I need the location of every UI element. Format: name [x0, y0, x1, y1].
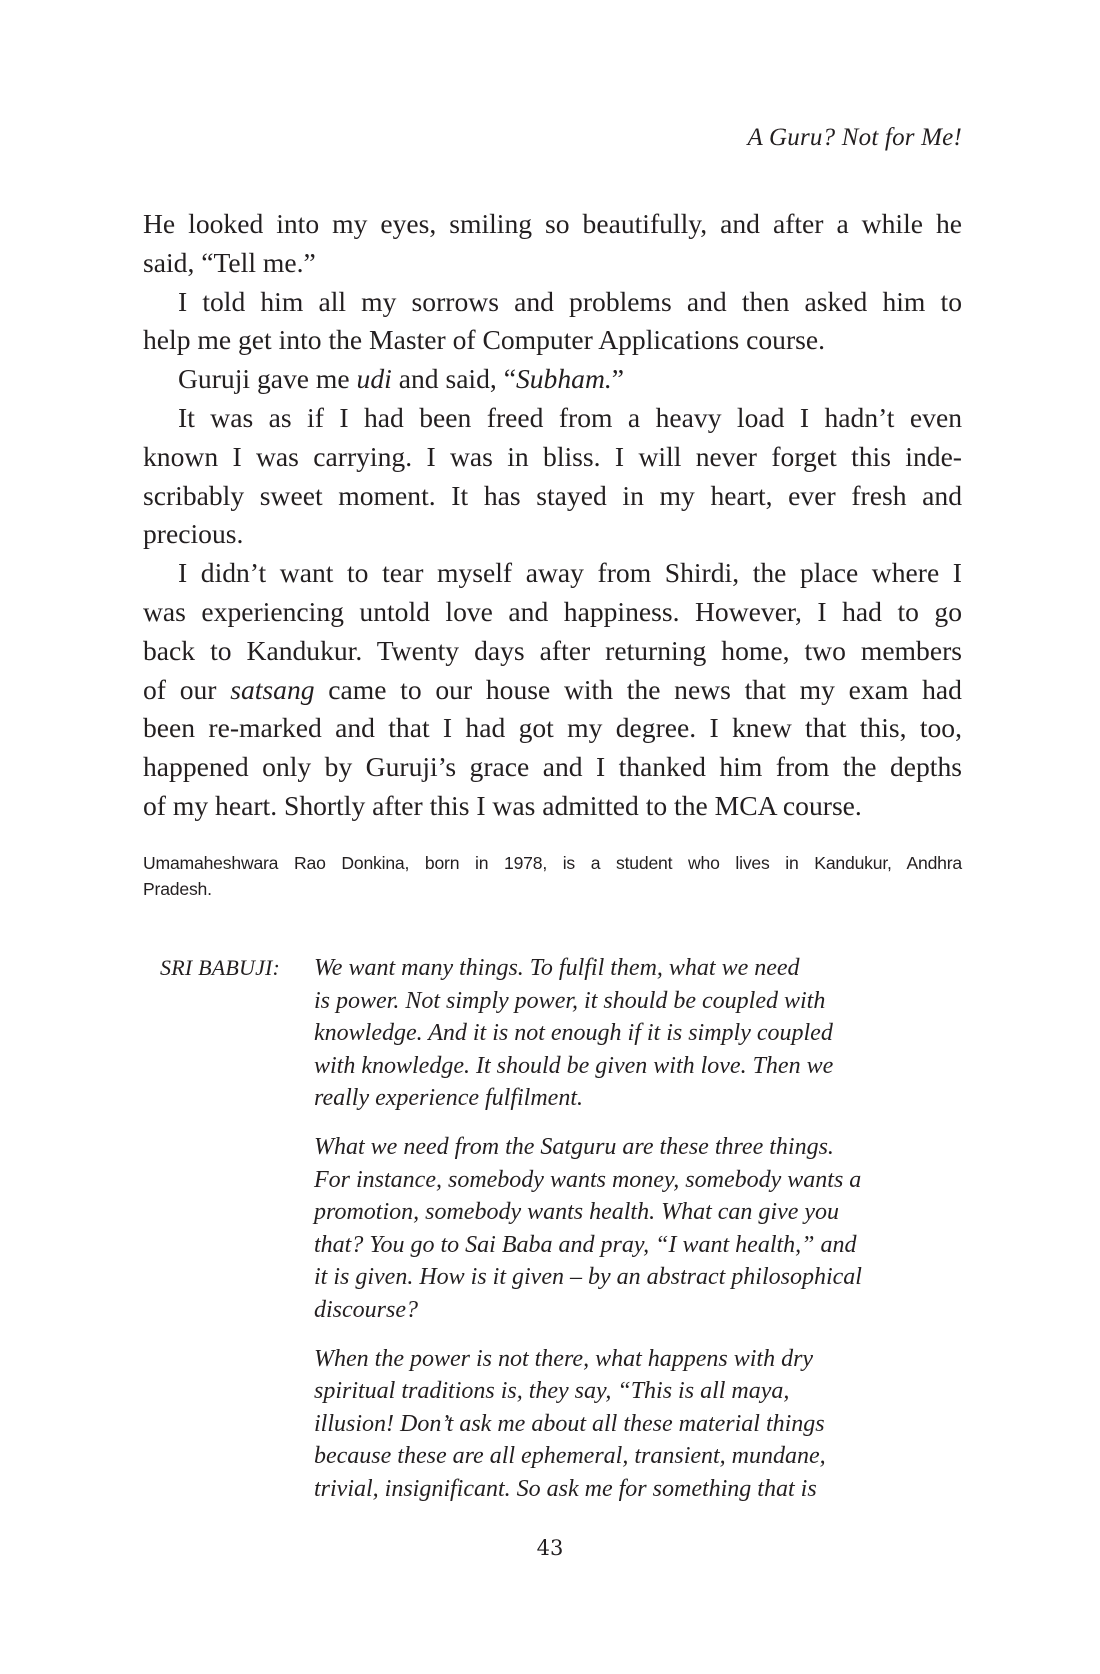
paragraph-2: [143, 283, 962, 361]
text-line: happened only by Guruji’s grace and I thanked him from the depths: [143, 751, 962, 783]
quote-line: We want many things. To fulfil them, what we need: [314, 955, 800, 981]
text-line: I didn’t want to tear myself away from Shirdi, the place where I: [178, 557, 962, 589]
text-segment: came to our house with the news that my exam had: [314, 673, 962, 705]
running-head: A Guru? Not for Me!: [747, 124, 962, 151]
paragraph-5: [143, 554, 962, 826]
text-segment: and said, “: [391, 363, 516, 395]
quote-line: it is given. How is it given – by an abstract philosophical: [314, 1264, 862, 1291]
italic-term-subham: Subham.: [515, 363, 612, 395]
quote-line: really experience fulfilment.: [314, 1085, 584, 1112]
quote-line: spiritual traditions is, they say, “This is all maya,: [314, 1378, 790, 1405]
quote-line: with knowledge. It should be given with love. Then we: [314, 1052, 834, 1079]
paragraph-3: [143, 360, 962, 399]
quote-line: is power. Not simply power, it should be coupled with: [314, 987, 826, 1014]
text-line: He looked into my eyes, smiling so beautifully, and after a while he: [143, 208, 962, 239]
text-line: known I was carrying. I was in bliss. I will never forget this inde-: [143, 440, 962, 472]
text-line: I told him all my sorrows and problems and then asked him to: [178, 285, 962, 317]
paragraph-4: [143, 399, 962, 554]
quote-line: trivial, insignificant. So ask me for something that is: [314, 1475, 817, 1502]
paragraph-1: [143, 205, 962, 283]
text-segment: ”: [611, 363, 625, 395]
text-line: [143, 671, 962, 710]
quote-line: discourse?: [314, 1296, 418, 1323]
quote-line: When the power is not there, what happens with dry: [314, 1345, 814, 1372]
text-line: scribably sweet moment. It has stayed in my heart, ever fresh and: [143, 479, 962, 511]
quote-text: [314, 952, 934, 1522]
body-text: [143, 205, 962, 826]
text-line: said, “Tell me.”: [143, 246, 316, 278]
italic-term-satsang: satsang: [230, 673, 315, 705]
italic-term-udi: udi: [356, 363, 392, 395]
quote-line: because these are all ephemeral, transient, mundane,: [314, 1443, 826, 1470]
text-segment: Guruji gave me: [178, 363, 357, 395]
text-segment: of our: [143, 673, 231, 705]
quote-speaker: SRI BABUJI:: [160, 955, 281, 980]
bio-line: Pradesh.: [143, 879, 212, 899]
text-line: [143, 360, 962, 399]
quote-line: What we need from the Satguru are these three things.: [314, 1133, 834, 1160]
text-line: help me get into the Master of Computer Applications course.: [143, 324, 826, 356]
quote-line: promotion, somebody wants health. What can give you: [314, 1199, 840, 1226]
quote-paragraph-2: [314, 1131, 934, 1327]
text-line: It was as if I had been freed from a heavy load I hadn’t even: [178, 401, 962, 433]
text-line: was experiencing untold love and happiness. However, I had to go: [143, 595, 962, 627]
quote-paragraph-1: [314, 952, 934, 1115]
text-line: precious.: [143, 518, 244, 550]
text-line: been re-marked and that I had got my degree. I knew that this, too,: [143, 712, 962, 744]
text-line: of my heart. Shortly after this I was admitted to the MCA course.: [143, 789, 862, 821]
quote-line: For instance, somebody wants money, somebody wants a: [314, 1166, 862, 1193]
quote-paragraph-3: [314, 1343, 934, 1506]
text-line: back to Kandukur. Twenty days after returning home, two members: [143, 634, 962, 666]
author-bio: [143, 850, 962, 902]
page-number: 43: [536, 1536, 564, 1560]
bio-line: Umamaheshwara Rao Donkina, born in 1978, is a student who lives in Kandukur, Andhra: [143, 853, 962, 873]
quote-line: knowledge. And it is not enough if it is simply coupled: [314, 1020, 833, 1047]
quote-line: illusion! Don’t ask me about all these material things: [314, 1410, 825, 1437]
quote-line: that? You go to Sai Baba and pray, “I want health,” and: [314, 1231, 857, 1258]
